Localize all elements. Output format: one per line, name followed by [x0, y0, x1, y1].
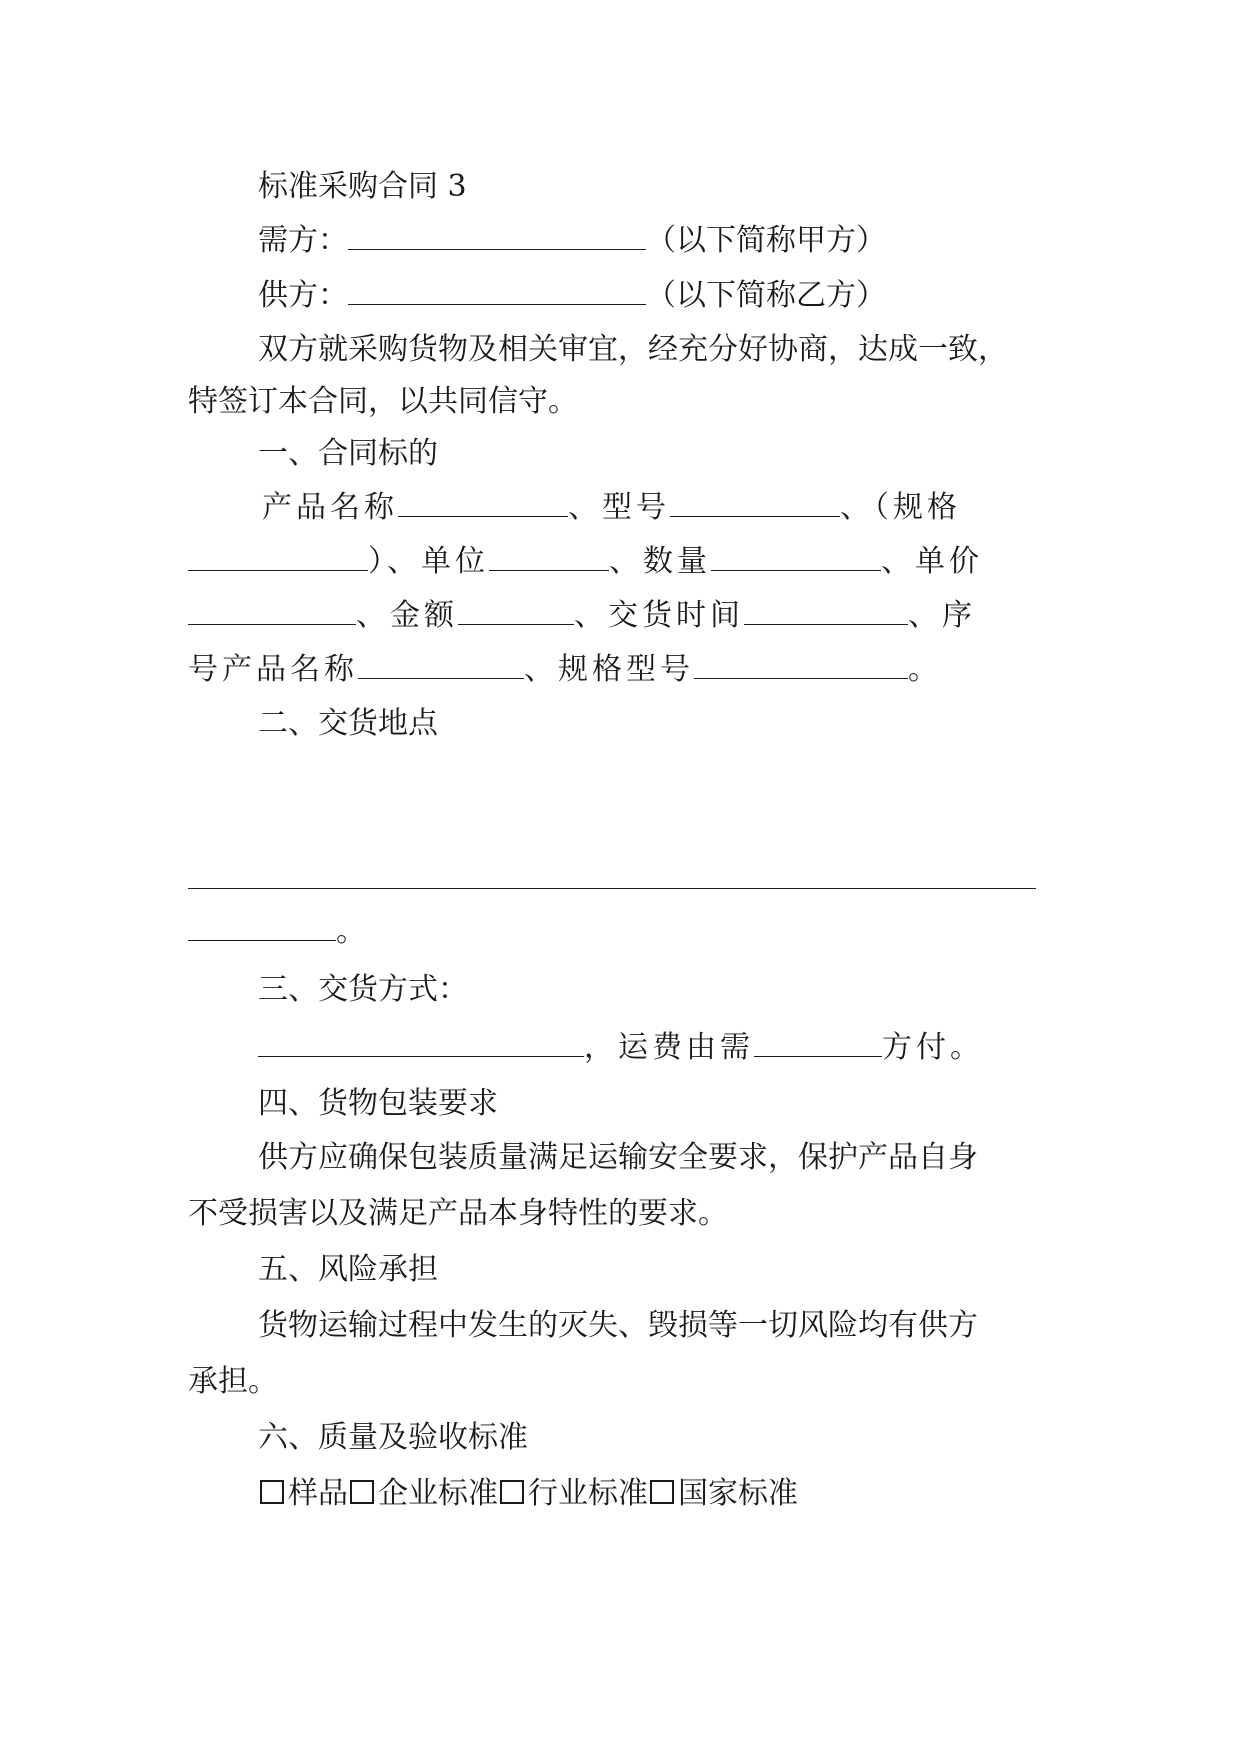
serial-product-name-blank[interactable] [358, 652, 524, 679]
product-name-blank[interactable] [398, 490, 568, 517]
buyer-suffix: （以下简称甲方） [646, 223, 886, 258]
checkbox-industry-standard[interactable] [500, 1480, 524, 1504]
checkbox-national-standard[interactable] [650, 1480, 674, 1504]
unit-price-blank[interactable] [188, 598, 356, 625]
spec-model-blank[interactable] [694, 652, 908, 679]
intro-line-2: 特签订本合同，以共同信守。 [188, 384, 578, 419]
delivery-place-blank[interactable] [188, 862, 1036, 889]
section1-heading: 一、合同标的 [258, 436, 438, 471]
delivery-time-blank[interactable] [744, 598, 908, 625]
freight-payer-blank[interactable] [754, 1030, 882, 1057]
delivery-place-line-1 [188, 860, 1048, 900]
amount-blank[interactable] [458, 598, 574, 625]
section1-line-4: 号产品名称 、规格型号 。 [188, 652, 942, 687]
buyer-name-blank[interactable] [348, 223, 646, 250]
seller-name-blank[interactable] [348, 278, 646, 305]
spec-blank[interactable] [188, 544, 368, 571]
option-sample-label: 样品 [288, 1476, 348, 1511]
quantity-blank[interactable] [711, 544, 881, 571]
delivery-place-line-2: 。 [188, 912, 1048, 952]
intro-line-1: 双方就采购货物及相关审宜，经充分好协商，达成一致， [258, 332, 1008, 367]
section1-line-1: 产品名称 、型号 、（规格 [262, 490, 961, 525]
option-industry-standard-label: 行业标准 [528, 1476, 648, 1511]
section2-heading: 二、交货地点 [258, 706, 438, 741]
section4-line-1: 供方应确保包装质量满足运输安全要求，保护产品自身 [258, 1140, 978, 1175]
delivery-method-blank[interactable] [258, 1030, 584, 1057]
seller-line [258, 276, 1118, 316]
section4-heading: 四、货物包装要求 [258, 1086, 498, 1121]
section5-heading: 五、风险承担 [258, 1252, 438, 1287]
section6-heading: 六、质量及验收标准 [258, 1420, 528, 1455]
section4-line-2: 不受损害以及满足产品本身特性的要求。 [188, 1196, 728, 1231]
standard-options [258, 1474, 1118, 1514]
delivery-method-line: ，运费由需 方付。 [258, 1028, 1118, 1068]
section5-line-2: 承担。 [188, 1364, 278, 1399]
model-blank[interactable] [670, 490, 840, 517]
section3-heading: 三、交货方式： [258, 972, 468, 1007]
option-enterprise-standard-label: 企业标准 [378, 1476, 498, 1511]
section1-line-3: 、金额 、交货时间 、序 [188, 596, 1048, 636]
checkbox-sample[interactable] [260, 1480, 284, 1504]
document-title: 标准采购合同 3 [258, 169, 467, 204]
delivery-place-blank-continued[interactable] [188, 914, 336, 941]
checkbox-enterprise-standard[interactable] [350, 1480, 374, 1504]
section5-line-1: 货物运输过程中发生的灭失、毁损等一切风险均有供方 [258, 1308, 978, 1343]
seller-label: 供方： [258, 278, 348, 313]
section1-line-2: ）、单位 、数量 、单价 [188, 542, 1048, 582]
buyer-line [258, 221, 1118, 261]
buyer-label: 需方： [258, 223, 348, 258]
option-national-standard-label: 国家标准 [678, 1476, 798, 1511]
seller-suffix: （以下简称乙方） [646, 278, 886, 313]
unit-blank[interactable] [489, 544, 609, 571]
